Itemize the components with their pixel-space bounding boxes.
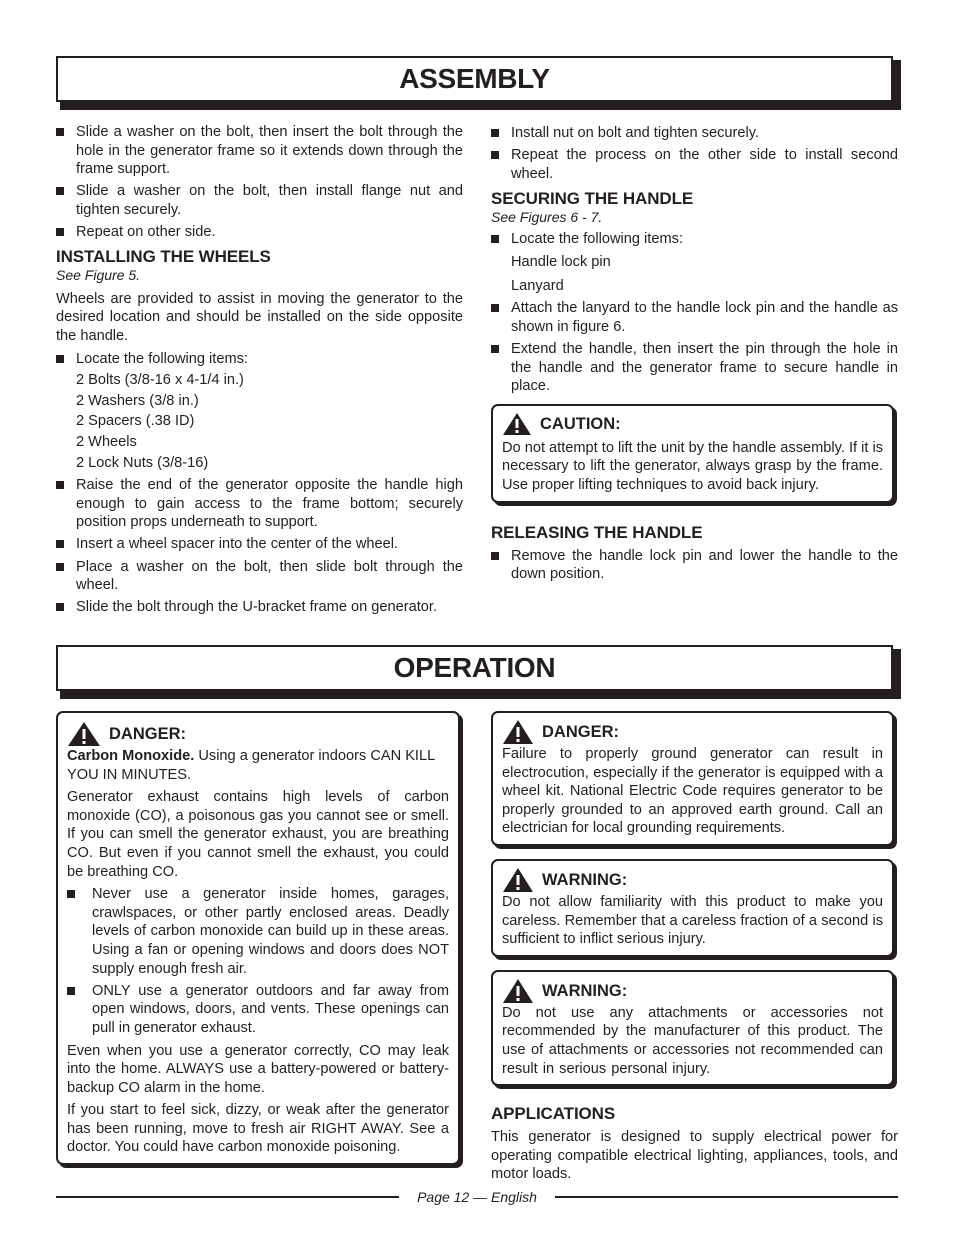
footer-rule	[56, 1196, 399, 1198]
caution-label: CAUTION:	[540, 414, 621, 433]
caution-box	[491, 404, 894, 503]
assembly-left-column	[56, 123, 463, 621]
list-item: Attach the lanyard to the handle lock pin and the handle as shown in figure 6.	[491, 299, 898, 336]
operation-right-column	[491, 711, 898, 1184]
securing-handle-heading: SECURING THE HANDLE	[491, 189, 694, 209]
list-item: Locate the following items:	[56, 350, 463, 369]
list-item: Repeat the process on the other side to install second wheel.	[491, 146, 898, 183]
warning-triangle-icon	[502, 719, 534, 745]
assembly-banner	[56, 56, 897, 106]
co-lead: Carbon Monoxide. Using a generator indoors CAN KILL YOU IN MINUTES.	[67, 748, 435, 783]
installing-wheels-heading: INSTALLING THE WHEELS	[56, 246, 271, 266]
list-item: ONLY use a generator outdoors and far away from open windows, doors, and vents. These openings can pull in generator exhaust.	[67, 982, 449, 1038]
danger-label: DANGER:	[109, 725, 186, 743]
list-item: Install nut on bolt and tighten securely.	[491, 124, 898, 143]
part-item: Lanyard	[511, 277, 564, 294]
co-danger-box	[56, 711, 460, 1165]
list-item: Remove the handle lock pin and lower the handle to the down position.	[491, 547, 898, 584]
part-item: 2 Wheels	[76, 434, 137, 451]
page-footer	[56, 1186, 898, 1208]
warning-triangle-icon	[502, 412, 532, 436]
warning-label: WARNING:	[542, 870, 628, 889]
part-item: 2 Spacers (.38 ID)	[76, 413, 195, 430]
list-item: Slide the bolt through the U-bracket frame on generator.	[56, 598, 463, 617]
operation-left-column	[56, 711, 460, 1165]
list-item: Extend the handle, then insert the pin through the hole in the handle and the generator frame to secure handle in place.	[491, 340, 898, 396]
applications-text: This generator is designed to supply electrical power for operating compatible electrical lighting, appliances, tools, and motor loads.	[491, 1129, 898, 1183]
ground-danger-text: Failure to properly ground generator can result in electrocution, especially if the generator is equipped with a wheel kit. National Electric Code requires generator to be properly grounded to an approved earth ground. Call an electrician for local grounding requirements.	[502, 746, 883, 837]
warning-text: Do not allow familiarity with this product to make you careless. Remember that a careless fraction of a second is sufficient to inflict serious injury.	[502, 893, 883, 948]
warning-box	[491, 859, 894, 957]
wheels-intro: Wheels are provided to assist in moving the generator to the desired location and should be installed on the side opposite the handle.	[56, 290, 463, 344]
figure-reference: See Figures 6 - 7.	[491, 209, 603, 226]
footer-rule	[555, 1196, 898, 1198]
danger-label: DANGER:	[542, 723, 619, 741]
figure-reference: See Figure 5.	[56, 266, 141, 283]
warning-label: WARNING:	[542, 981, 628, 1000]
list-item: Raise the end of the generator opposite the handle high enough to gain access to the frame bottom; securely position props underneath to support.	[56, 476, 463, 532]
assembly-title: ASSEMBLY	[399, 62, 550, 94]
releasing-handle-heading: RELEASING THE HANDLE	[491, 522, 703, 542]
warning-triangle-icon	[67, 721, 101, 747]
part-item: Handle lock pin	[511, 253, 611, 270]
list-item: Locate the following items:	[491, 230, 898, 249]
co-paragraph: Generator exhaust contains high levels of carbon monoxide (CO), a poisonous gas you cannot see or smell. If you can smell the generator exhaust, you are breathing CO. But even if you cannot smell the exhaust, you could be breathing CO.	[67, 789, 449, 880]
warning-triangle-icon	[502, 867, 534, 893]
list-item: Slide a washer on the bolt, then insert the bolt through the hole in the generator frame so it extends down through the frame support.	[56, 123, 463, 179]
part-item: 2 Washers (3/8 in.)	[76, 392, 199, 409]
list-item: Slide a washer on the bolt, then install flange nut and tighten securely.	[56, 182, 463, 219]
warning-triangle-icon	[502, 978, 534, 1004]
applications-heading: APPLICATIONS	[491, 1104, 616, 1124]
ground-danger-box	[491, 711, 894, 846]
page-number: Page 12 — English	[417, 1188, 537, 1205]
list-item: Place a washer on the bolt, then slide bolt through the wheel.	[56, 558, 463, 595]
warning-box	[491, 970, 894, 1086]
operation-title: OPERATION	[393, 651, 556, 683]
list-item: Insert a wheel spacer into the center of the wheel.	[56, 535, 463, 554]
operation-banner	[56, 645, 897, 695]
part-item: 2 Bolts (3/8-16 x 4-1/4 in.)	[76, 371, 244, 388]
warning-text: Do not use any attachments or accessories not recommended by the manufacturer of this product. The use of attachments or accessories not recommended can result in serious personal injury.	[502, 1004, 883, 1077]
co-paragraph: If you start to feel sick, dizzy, or weak after the generator has been running, move to fresh air RIGHT AWAY. See a doctor. You could have carbon monoxide poisoning.	[67, 1102, 449, 1156]
caution-text: Do not attempt to lift the unit by the handle assembly. If it is necessary to lift the generator, always grasp by the frame. Use proper lifting techniques to avoid back injury.	[502, 439, 883, 493]
co-paragraph: Even when you use a generator correctly, CO may leak into the home. ALWAYS use a battery-powered or battery-backup CO alarm in the home.	[67, 1042, 449, 1096]
part-item: 2 Lock Nuts (3/8-16)	[76, 455, 209, 472]
assembly-right-column	[491, 124, 898, 587]
list-item: Repeat on other side.	[56, 223, 463, 242]
list-item: Never use a generator inside homes, garages, crawlspaces, or other partly enclosed areas. Deadly levels of carbon monoxide can build up in these areas. Using a fan or opening windows and doors does NOT supply enough fresh air.	[67, 885, 449, 978]
